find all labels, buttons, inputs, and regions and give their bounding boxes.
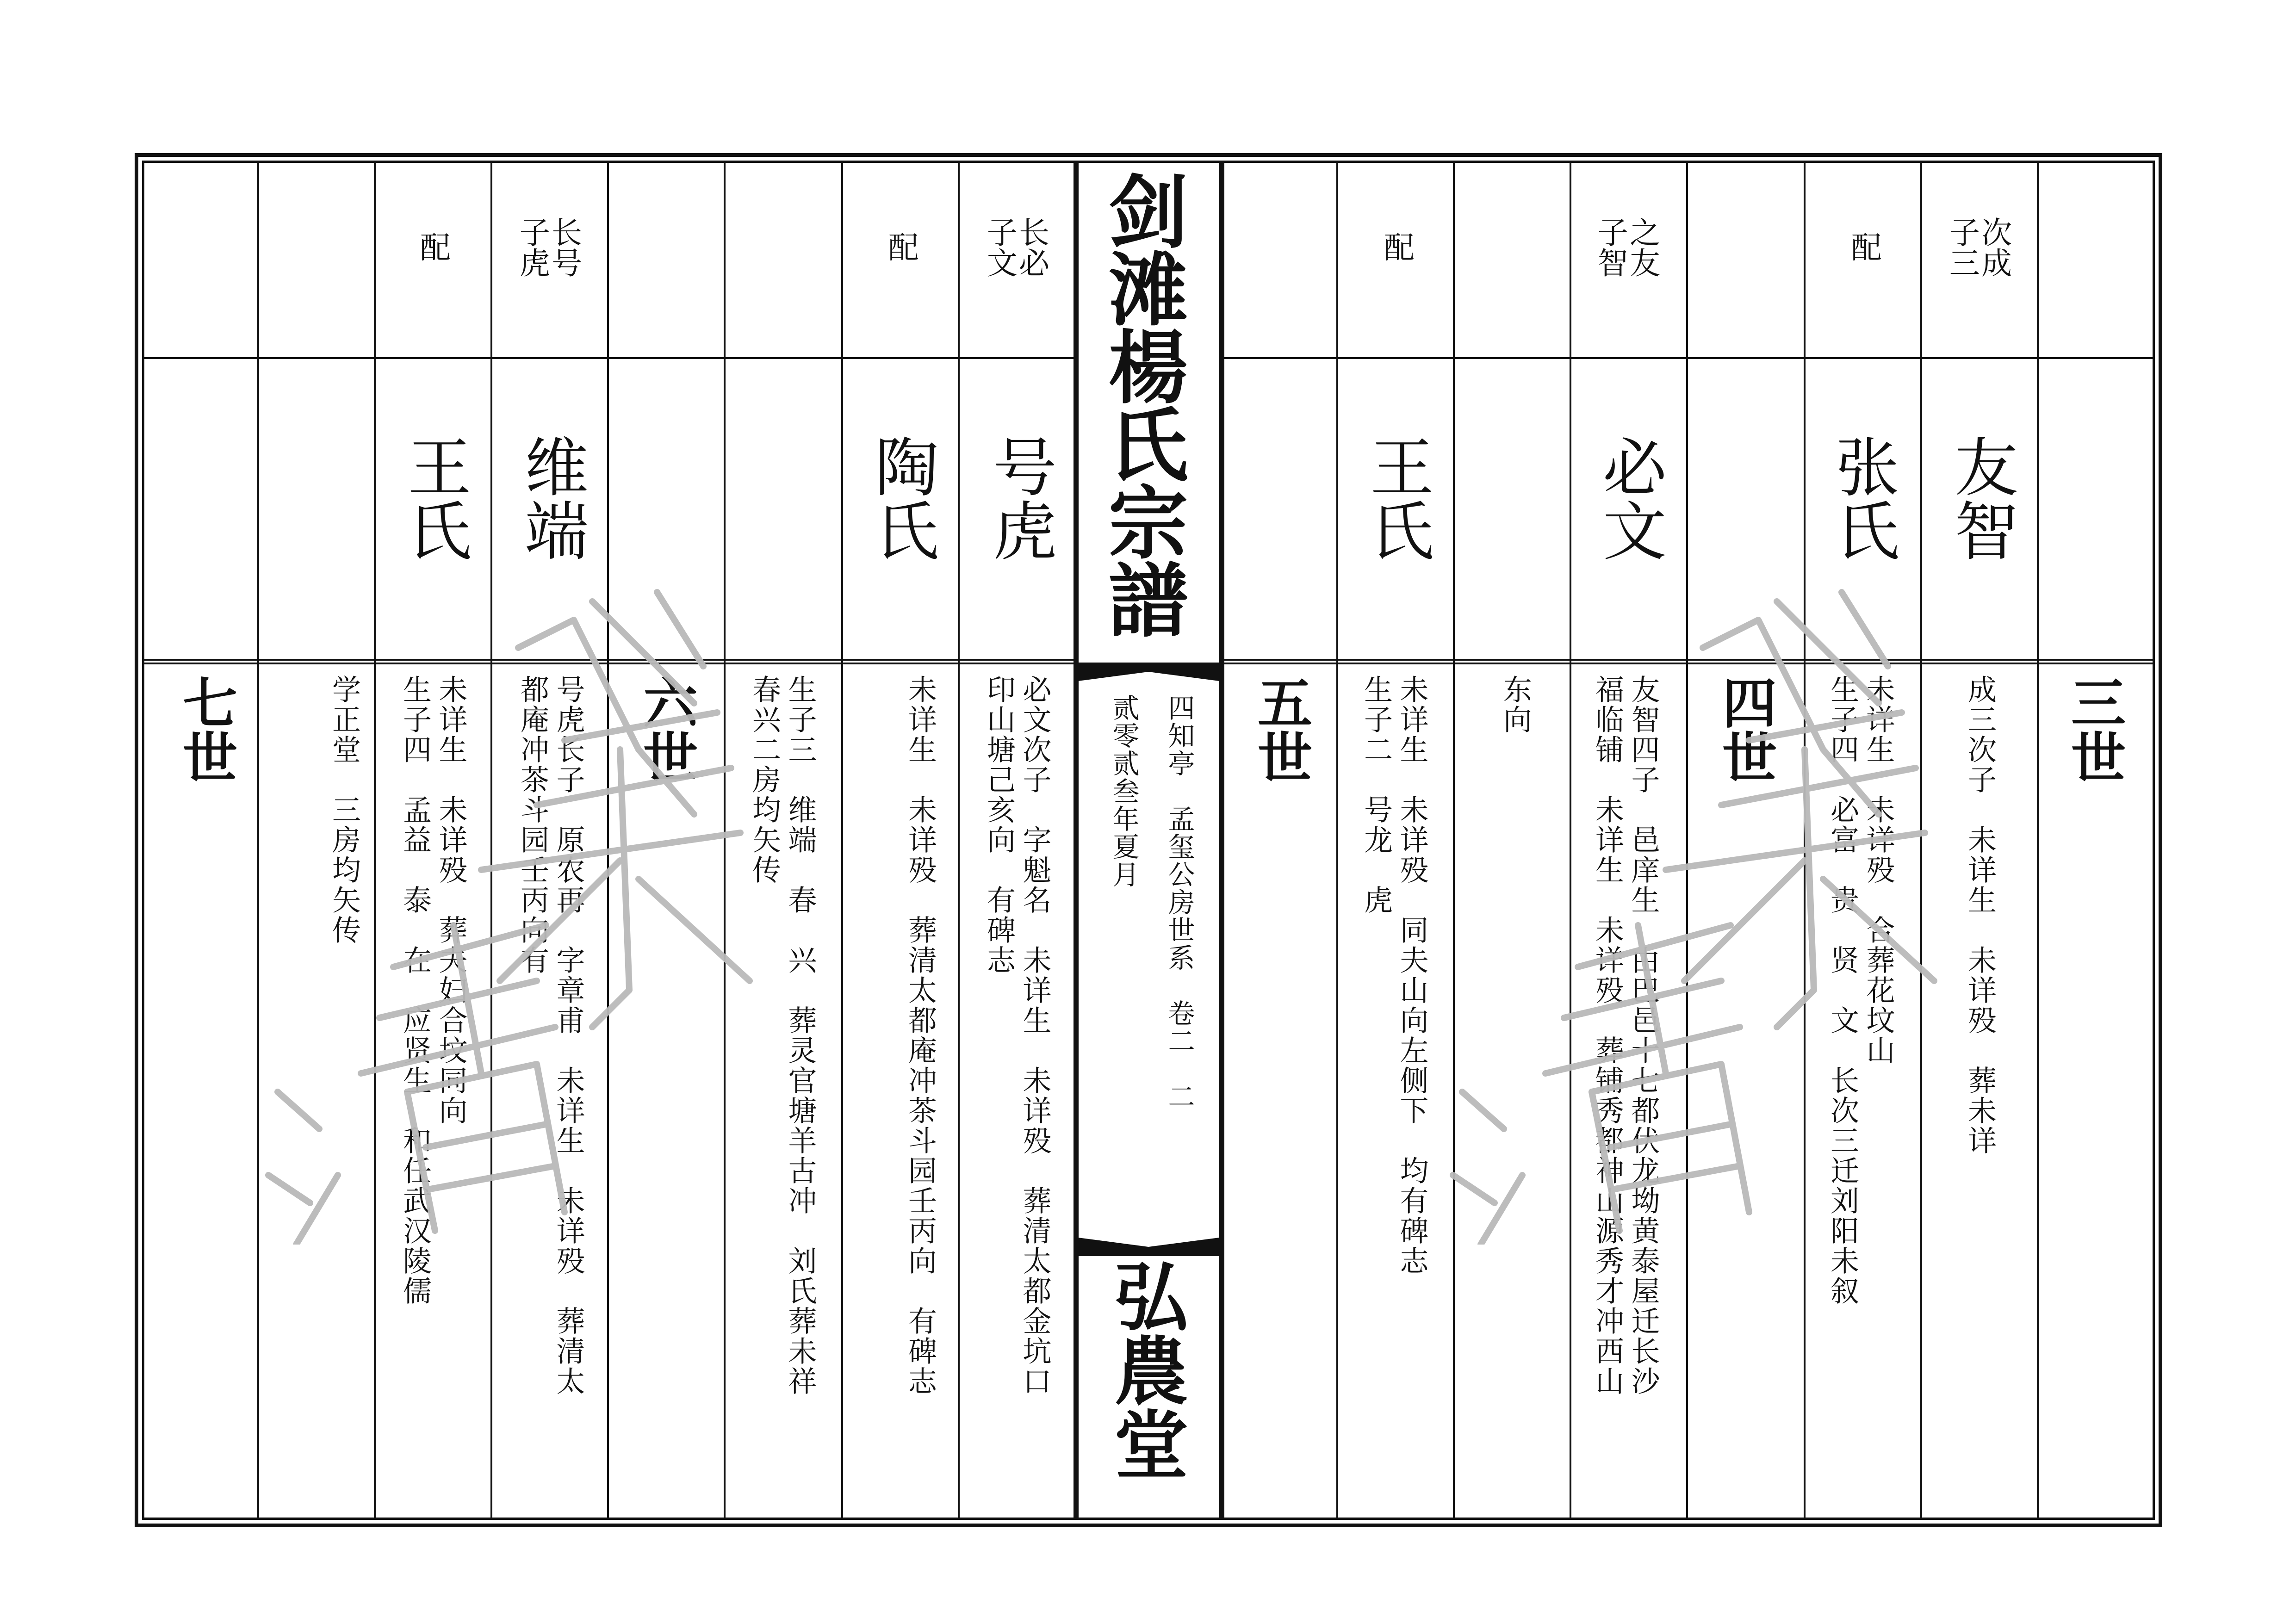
relation-biwen: 之友 子智: [1592, 217, 1660, 278]
watermark-stamp-left: [241, 574, 773, 1245]
generation-label-6: 六世: [634, 675, 698, 784]
book-title: 剑滩楊氏宗譜: [1095, 170, 1189, 637]
entry-zhang: 未详生 未详殁 合葬花坟山 生子四 必富 贵 贤 文 长次三迁刘阳未叙: [1825, 675, 1895, 1306]
compile-date: 贰零贰叁年夏月: [1108, 694, 1140, 888]
row-divider-left-1: [144, 357, 1078, 359]
generation-label-3: 三世: [2062, 675, 2126, 784]
relation-wang2: 配: [415, 231, 451, 262]
entry-weiduan: 号虎长子 原农再 字章甫 未详生 未详殁 葬清太 都庵冲茶斗园壬丙向有: [515, 675, 585, 1396]
person-name-zhang: 张氏: [1824, 434, 1899, 562]
entry-dongxiang: 东向: [1498, 675, 1533, 735]
person-name-wang2: 王氏: [397, 434, 472, 562]
branch-info: 四知亭 孟玺公房世系 卷二 二: [1163, 694, 1195, 1110]
col-line: [841, 163, 843, 1518]
col-line: [958, 163, 960, 1518]
person-name-haohu: 号虎: [982, 434, 1057, 562]
entry-tao-children: 生子三 维端 春 兴 葬灵官塘羊古冲 刘氏葬未祥 春兴二房均矢传: [747, 675, 817, 1396]
entry-biwen: 友智四子 邑庠生 由巴邑十七都伏龙坳黄泰屋迁长沙 福临铺 未详生 未详殁 葬铺秀都神山源秀才冲西山: [1590, 675, 1660, 1396]
person-name-tao: 陶氏: [864, 434, 939, 562]
watermark-stamp-right: [1425, 574, 1957, 1245]
spine-bottom-band: [1078, 1205, 1219, 1256]
relation-zhang: 配: [1846, 231, 1882, 262]
relation-weiduan: 长号 子虎: [514, 217, 582, 278]
spine-top-band: [1078, 663, 1219, 713]
entry-wang1: 未详生 未详殁 同夫山向左侧下 均有碑志 生子二 号龙 虎: [1359, 675, 1429, 1276]
relation-wang1: 配: [1378, 231, 1415, 262]
entry-youzhi: 成三次子 未详生 未详殁 葬未详: [1963, 675, 1997, 1156]
generation-label-5: 五世: [1248, 675, 1313, 784]
generation-label-7: 七世: [174, 675, 238, 784]
relation-youzhi: 次成 子三: [1944, 217, 2012, 278]
center-seam-right: [1219, 163, 1224, 1518]
col-line: [1336, 163, 1338, 1518]
relation-haohu: 长必 子文: [981, 217, 1049, 278]
relation-tao: 配: [883, 231, 919, 262]
entry-tao: 未详生 未详殁 葬清太都庵冲茶斗园壬丙向 有碑志: [903, 675, 937, 1396]
person-name-weiduan: 维端: [514, 434, 589, 562]
person-name-youzhi: 友智: [1943, 434, 2018, 562]
entry-haohu: 必文次子 字魁名 未详生 未详殁 葬清太都金坑口 印山塘己亥向 有碑志: [982, 675, 1052, 1396]
generation-label-4: 四世: [1713, 675, 1777, 784]
col-line: [2037, 163, 2039, 1518]
hall-name: 弘農堂: [1102, 1258, 1189, 1481]
person-name-wang1: 王氏: [1359, 434, 1434, 562]
center-seam-left: [1074, 163, 1079, 1518]
entry-wang2: 未详生 未详殁 葬夫妇合坟同向 生子四 孟益 泰 在 应贤生 和任武汉陵儒: [398, 675, 468, 1306]
entry-wang2-extra: 学正堂 三房均矢传: [327, 675, 361, 945]
person-name-biwen: 必文: [1592, 434, 1667, 562]
